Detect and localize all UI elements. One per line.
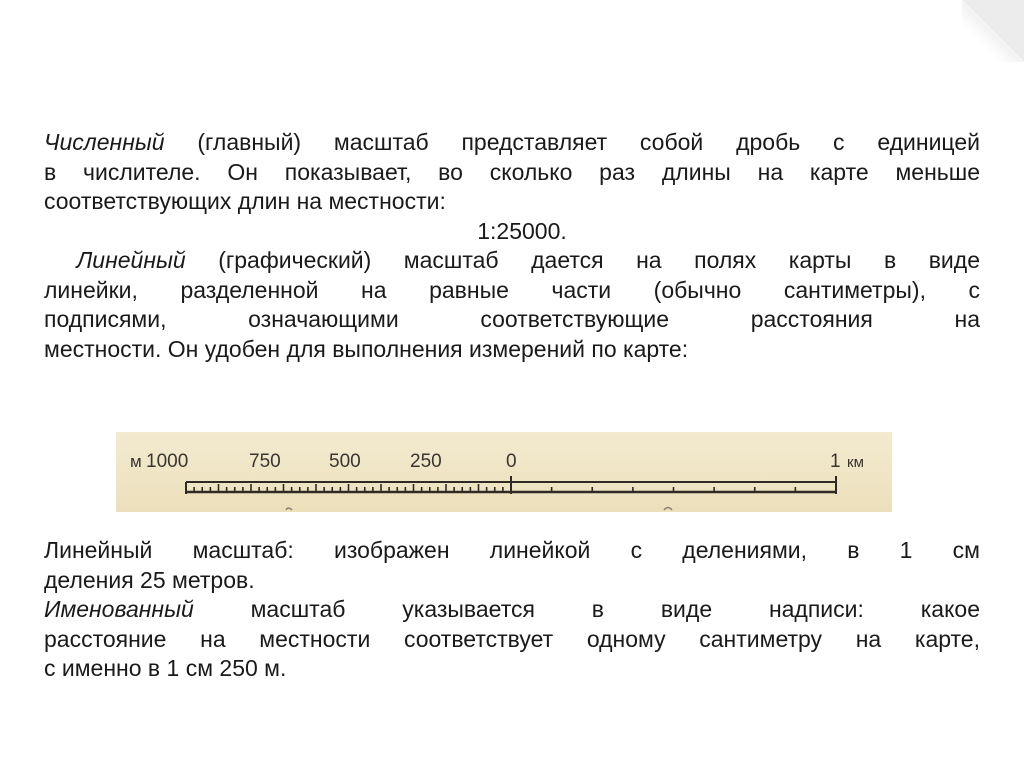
- scale-bar-label-1000: 1000: [146, 451, 189, 472]
- scale-bar-label-500: 500: [329, 451, 361, 472]
- linear-scale-line-1-text: (графический) масштаб дается на полях карты в виде: [185, 247, 980, 273]
- scale-bar-cropped-mark-left: [286, 508, 292, 510]
- scale-bar-image: [116, 432, 892, 512]
- scale-bar-graphic: [116, 432, 892, 512]
- named-scale-term: Именованный: [44, 596, 194, 622]
- text-block-top: [44, 128, 980, 364]
- scale-bar-label-1: 1: [830, 451, 841, 472]
- page-corner-shadow: [962, 0, 1024, 62]
- named-scale-line-1: [44, 595, 980, 625]
- text-block-bottom: [44, 536, 980, 684]
- linear-scale-note-line-1: Линейный масштаб: изображен линейкой с делениями, в 1 см: [44, 537, 980, 563]
- named-scale-line-3: с именно в 1 см 250 м.: [44, 655, 287, 681]
- numeric-scale-line-1-text: (главный) масштаб представляет собой дробь с единицей: [164, 129, 980, 155]
- numeric-scale-line-3: соответствующих длин на местности:: [44, 188, 446, 214]
- scale-bar-label-250: 250: [410, 451, 442, 472]
- linear-scale-line-3: подписями, означающими соответствующие расстояния на: [44, 306, 980, 332]
- numeric-scale-line-2: в числителе. Он показывает, во сколько раз длины на карте меньше: [44, 158, 980, 185]
- linear-scale-note-line-2: деления 25 метров.: [44, 566, 255, 593]
- linear-scale-line-1: [44, 246, 980, 276]
- scale-bar-unit-left: м: [130, 452, 142, 471]
- scale-ratio: 1:25000.: [477, 217, 567, 244]
- named-scale-line-2: расстояние на местности соответствует одному сантиметру на карте,: [44, 625, 980, 652]
- scale-bar-cropped-mark-right: [664, 508, 672, 511]
- numeric-scale-line-1: [44, 128, 980, 158]
- scale-bar-unit-right: км: [847, 454, 864, 471]
- linear-scale-line-4: местности. Он удобен для выполнения измерений по карте:: [44, 335, 689, 362]
- linear-scale-line-2: линейки, разделенной на равные части (обычно сантиметры), с: [44, 276, 980, 303]
- numeric-scale-term: Численный: [44, 129, 165, 155]
- linear-scale-term: Линейный: [76, 247, 186, 273]
- scale-bar-label-750: 750: [249, 451, 281, 472]
- scale-bar-label-0: 0: [506, 451, 517, 472]
- named-scale-line-1-text: масштаб указывается в виде надписи: какое: [193, 596, 980, 622]
